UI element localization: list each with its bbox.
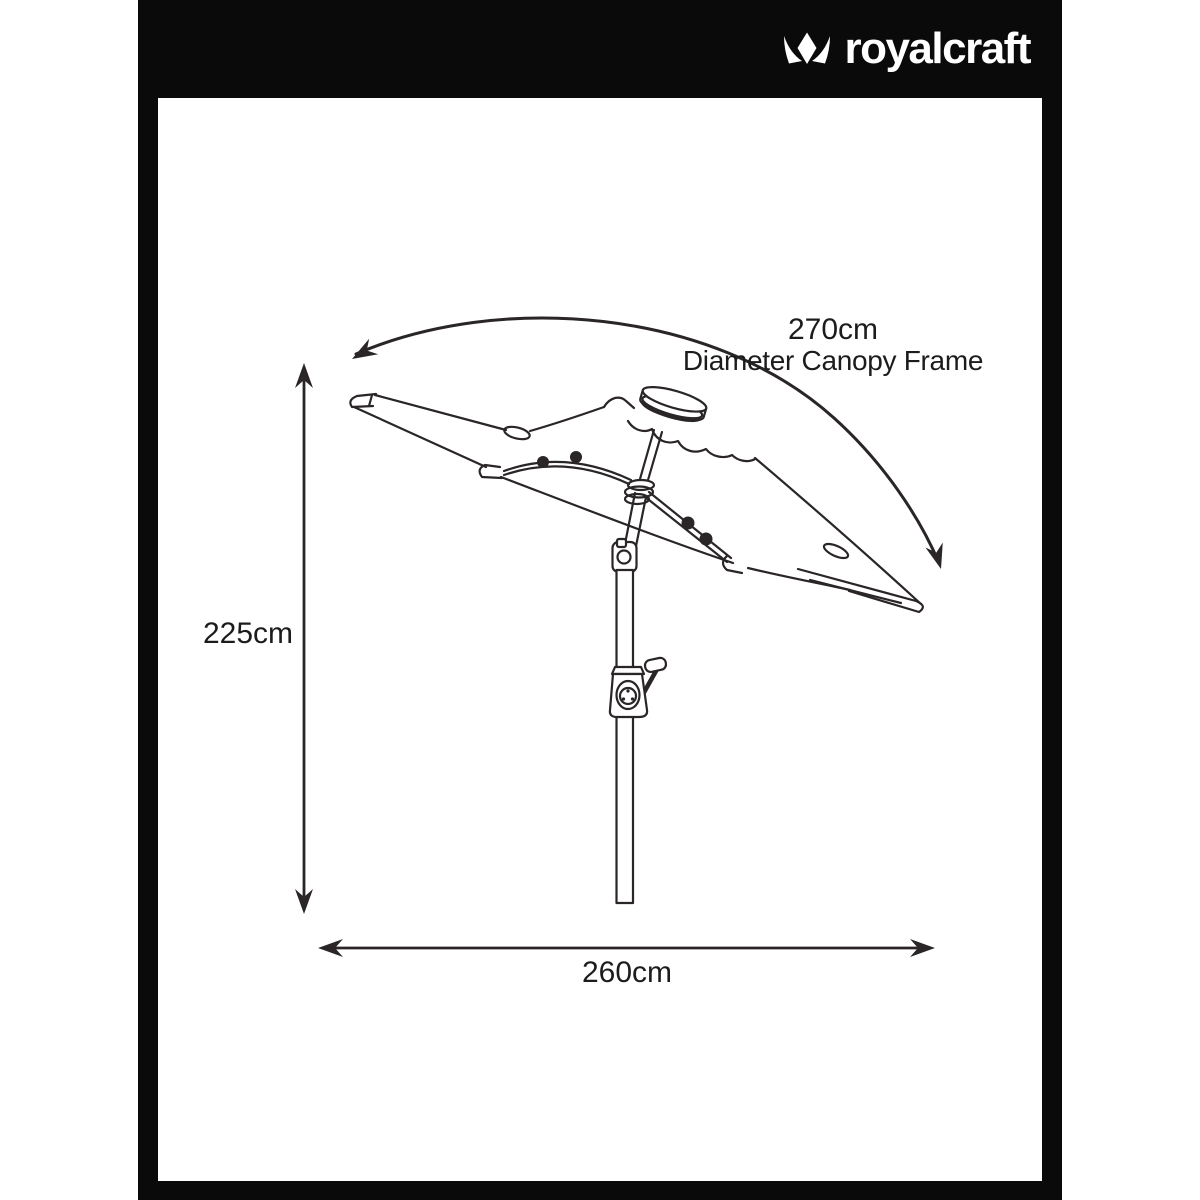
width-dimension-arrow <box>318 939 935 957</box>
canopy-diameter-value: 270cm <box>787 313 879 346</box>
logo-wordmark: royalcraft <box>844 24 1030 73</box>
height-dimension-arrow <box>295 363 313 914</box>
canopy-diameter-caption: Diameter Canopy Frame <box>682 345 984 376</box>
height-label: 225cm <box>202 617 294 650</box>
width-label: 260cm <box>581 956 673 989</box>
parasol-illustration <box>350 382 923 903</box>
